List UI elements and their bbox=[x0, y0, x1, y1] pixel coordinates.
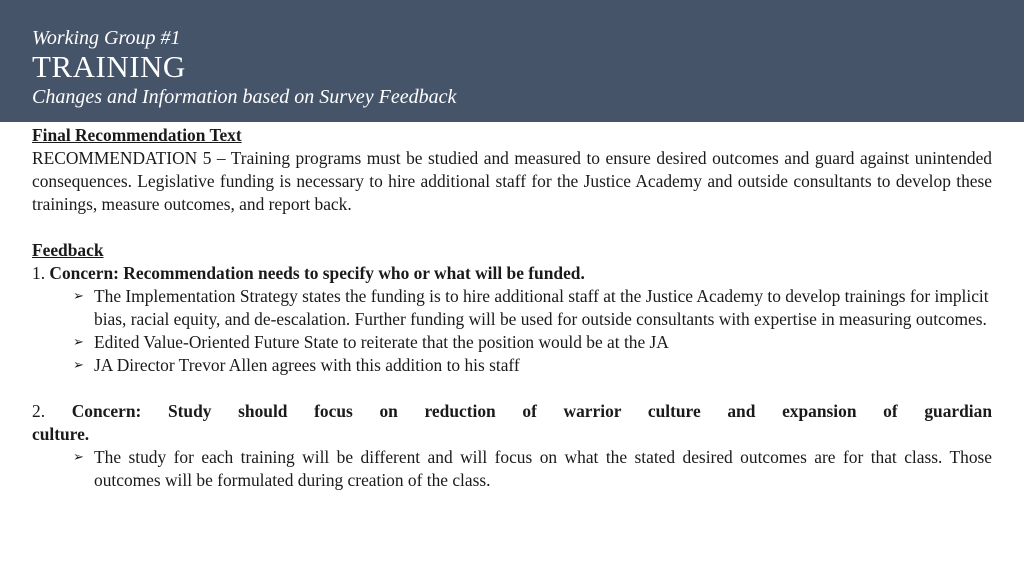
list-item bbox=[73, 285, 992, 331]
bullet-text: JA Director Trevor Allen agrees with this addition to his staff bbox=[94, 355, 520, 375]
bullet-text: The Implementation Strategy states the funding is to hire additional staff at the Justice Academy to develop trainings for implicit bias, racial equity, and de-escalation. Further funding will be used for outside consultants with expertise in measuring outcomes. bbox=[94, 286, 989, 329]
spacer bbox=[32, 216, 992, 239]
feedback-heading: Feedback bbox=[32, 240, 104, 260]
page-subtitle: Changes and Information based on Survey Feedback bbox=[32, 86, 457, 108]
list-item bbox=[73, 331, 992, 354]
concern-2 bbox=[32, 400, 992, 423]
list-item bbox=[73, 446, 992, 492]
spacer bbox=[32, 377, 992, 400]
concern-2-title-line2: culture. bbox=[32, 424, 90, 444]
arrow-bullet-icon: ➢ bbox=[73, 450, 84, 465]
page-title: TRAINING bbox=[32, 49, 186, 84]
bullet-text: The study for each training will be different and will focus on what the stated desired outcomes are for that class. Those outcomes will be formulated during creation of the class. bbox=[94, 447, 992, 490]
concern-1-bullets bbox=[32, 285, 992, 377]
working-group-label: Working Group #1 bbox=[32, 27, 181, 49]
slide-body bbox=[32, 124, 992, 492]
arrow-bullet-icon: ➢ bbox=[73, 335, 84, 350]
recommendation-heading: Final Recommendation Text bbox=[32, 125, 242, 145]
concern-1-title: Concern: Recommendation needs to specify who or what will be funded. bbox=[49, 263, 585, 283]
concern-2-number: 2. bbox=[32, 401, 46, 421]
title-banner bbox=[0, 0, 1024, 122]
arrow-bullet-icon: ➢ bbox=[73, 358, 84, 373]
concern-2-bullets bbox=[32, 446, 992, 492]
concern-1 bbox=[32, 262, 992, 285]
concern-1-number: 1. bbox=[32, 263, 46, 283]
recommendation-text: RECOMMENDATION 5 – Training programs must be studied and measured to ensure desired outcomes and guard against unintended consequences. Legislative funding is necessary to hire additional staff for the Justice Academy and outside consultants to develop these trainings, measure outcomes, and report back. bbox=[32, 148, 992, 214]
arrow-bullet-icon: ➢ bbox=[73, 289, 84, 304]
concern-2-title-line1: Concern: Study should focus on reduction of warrior culture and expansion of guardian bbox=[71, 401, 992, 421]
bullet-text: Edited Value-Oriented Future State to reiterate that the position would be at the JA bbox=[94, 332, 669, 352]
list-item bbox=[73, 354, 992, 377]
